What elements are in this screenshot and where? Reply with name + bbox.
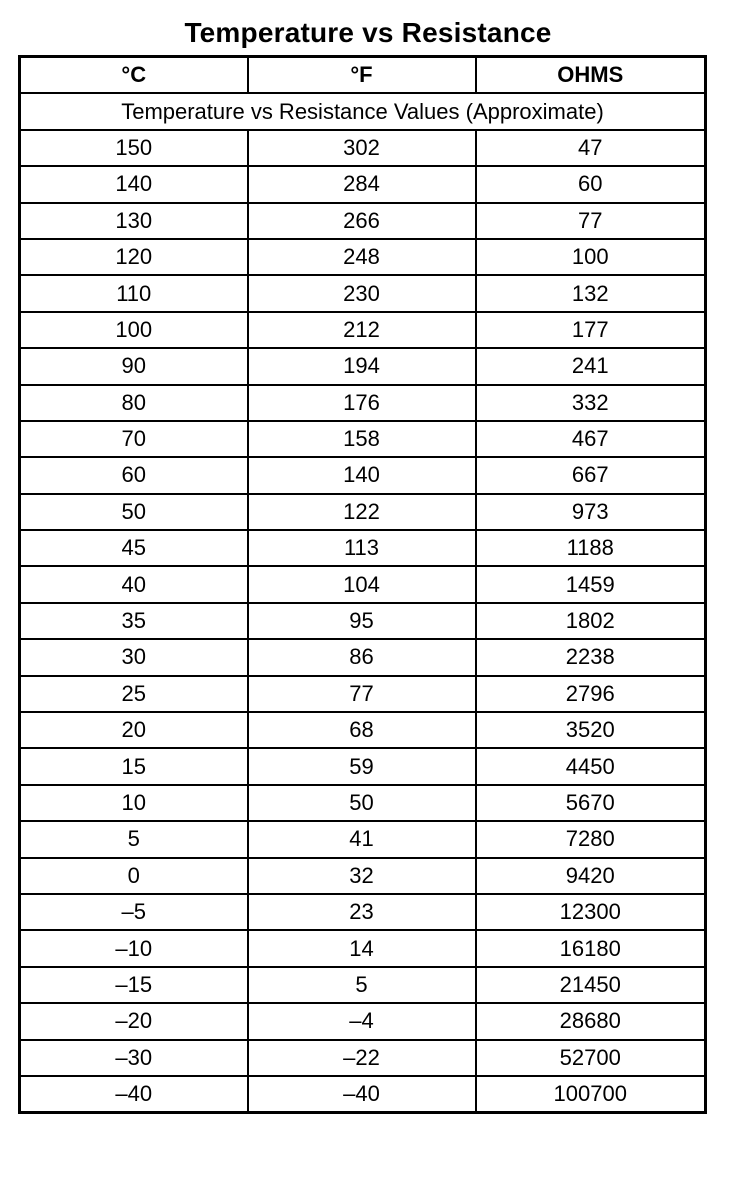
cell-fahrenheit: 14 — [248, 930, 476, 966]
table-row — [20, 166, 706, 202]
cell-ohms: 241 — [476, 348, 706, 384]
cell-celsius: 150 — [20, 130, 248, 166]
cell-fahrenheit: 95 — [248, 603, 476, 639]
table-row — [20, 858, 706, 894]
cell-fahrenheit: 248 — [248, 239, 476, 275]
cell-celsius: 40 — [20, 566, 248, 602]
cell-ohms: 1459 — [476, 566, 706, 602]
cell-ohms: 2796 — [476, 676, 706, 712]
cell-celsius: 60 — [20, 457, 248, 493]
table-row — [20, 530, 706, 566]
cell-celsius: 120 — [20, 239, 248, 275]
cell-ohms: 4450 — [476, 748, 706, 784]
cell-fahrenheit: 32 — [248, 858, 476, 894]
table-row — [20, 930, 706, 966]
cell-ohms: 5670 — [476, 785, 706, 821]
cell-fahrenheit: 266 — [248, 203, 476, 239]
table-subtitle: Temperature vs Resistance Values (Approximate) — [20, 93, 706, 129]
cell-fahrenheit: 176 — [248, 385, 476, 421]
cell-fahrenheit: 284 — [248, 166, 476, 202]
cell-celsius: 140 — [20, 166, 248, 202]
cell-ohms: 332 — [476, 385, 706, 421]
cell-ohms: 973 — [476, 494, 706, 530]
cell-celsius: 130 — [20, 203, 248, 239]
table-row — [20, 1003, 706, 1039]
table-row — [20, 676, 706, 712]
table-row — [20, 385, 706, 421]
cell-celsius: –40 — [20, 1076, 248, 1113]
cell-fahrenheit: 302 — [248, 130, 476, 166]
table-row — [20, 494, 706, 530]
table-row — [20, 203, 706, 239]
subtitle-row — [20, 93, 706, 129]
cell-celsius: 80 — [20, 385, 248, 421]
cell-ohms: 7280 — [476, 821, 706, 857]
cell-celsius: 10 — [20, 785, 248, 821]
cell-ohms: 3520 — [476, 712, 706, 748]
table-row — [20, 967, 706, 1003]
table-row — [20, 712, 706, 748]
table-row — [20, 457, 706, 493]
cell-fahrenheit: 230 — [248, 275, 476, 311]
cell-celsius: –15 — [20, 967, 248, 1003]
cell-fahrenheit: 23 — [248, 894, 476, 930]
cell-fahrenheit: 68 — [248, 712, 476, 748]
cell-celsius: –30 — [20, 1040, 248, 1076]
cell-ohms: 9420 — [476, 858, 706, 894]
cell-ohms: 60 — [476, 166, 706, 202]
cell-fahrenheit: 104 — [248, 566, 476, 602]
cell-celsius: 90 — [20, 348, 248, 384]
column-header-ohms: OHMS — [476, 57, 706, 94]
cell-ohms: 667 — [476, 457, 706, 493]
cell-celsius: –10 — [20, 930, 248, 966]
cell-fahrenheit: 59 — [248, 748, 476, 784]
cell-celsius: 5 — [20, 821, 248, 857]
table-row — [20, 348, 706, 384]
column-header-celsius: °C — [20, 57, 248, 94]
cell-celsius: –20 — [20, 1003, 248, 1039]
table-row — [20, 639, 706, 675]
temperature-resistance-table — [18, 55, 707, 1114]
cell-ohms: 467 — [476, 421, 706, 457]
cell-celsius: 15 — [20, 748, 248, 784]
table-row — [20, 748, 706, 784]
cell-fahrenheit: 86 — [248, 639, 476, 675]
cell-ohms: 16180 — [476, 930, 706, 966]
cell-ohms: 100 — [476, 239, 706, 275]
table-title: Temperature vs Resistance — [184, 17, 552, 48]
cell-fahrenheit: 122 — [248, 494, 476, 530]
table-row — [20, 421, 706, 457]
table-row — [20, 566, 706, 602]
cell-ohms: 28680 — [476, 1003, 706, 1039]
table-row — [20, 130, 706, 166]
table-row — [20, 821, 706, 857]
table-row — [20, 1076, 706, 1113]
cell-fahrenheit: 77 — [248, 676, 476, 712]
cell-ohms: 1188 — [476, 530, 706, 566]
cell-celsius: 50 — [20, 494, 248, 530]
table-row — [20, 312, 706, 348]
cell-ohms: 12300 — [476, 894, 706, 930]
cell-celsius: 20 — [20, 712, 248, 748]
cell-ohms: 47 — [476, 130, 706, 166]
cell-fahrenheit: –4 — [248, 1003, 476, 1039]
column-header-row — [20, 57, 706, 94]
column-header-fahrenheit: °F — [248, 57, 476, 94]
cell-ohms: 177 — [476, 312, 706, 348]
cell-fahrenheit: 113 — [248, 530, 476, 566]
cell-fahrenheit: 41 — [248, 821, 476, 857]
cell-celsius: 100 — [20, 312, 248, 348]
table-row — [20, 1040, 706, 1076]
table-row — [20, 603, 706, 639]
cell-celsius: 45 — [20, 530, 248, 566]
cell-ohms: 2238 — [476, 639, 706, 675]
table-row — [20, 239, 706, 275]
table-row — [20, 785, 706, 821]
cell-fahrenheit: –22 — [248, 1040, 476, 1076]
cell-fahrenheit: 212 — [248, 312, 476, 348]
cell-ohms: 21450 — [476, 967, 706, 1003]
cell-fahrenheit: 140 — [248, 457, 476, 493]
cell-celsius: 0 — [20, 858, 248, 894]
cell-ohms: 1802 — [476, 603, 706, 639]
cell-ohms: 132 — [476, 275, 706, 311]
cell-ohms: 77 — [476, 203, 706, 239]
table-row — [20, 894, 706, 930]
cell-celsius: 35 — [20, 603, 248, 639]
cell-celsius: 70 — [20, 421, 248, 457]
cell-celsius: 110 — [20, 275, 248, 311]
cell-fahrenheit: –40 — [248, 1076, 476, 1113]
cell-fahrenheit: 194 — [248, 348, 476, 384]
cell-celsius: 30 — [20, 639, 248, 675]
cell-fahrenheit: 50 — [248, 785, 476, 821]
cell-ohms: 52700 — [476, 1040, 706, 1076]
table-row — [20, 275, 706, 311]
cell-fahrenheit: 5 — [248, 967, 476, 1003]
cell-ohms: 100700 — [476, 1076, 706, 1113]
cell-celsius: 25 — [20, 676, 248, 712]
cell-celsius: –5 — [20, 894, 248, 930]
cell-fahrenheit: 158 — [248, 421, 476, 457]
